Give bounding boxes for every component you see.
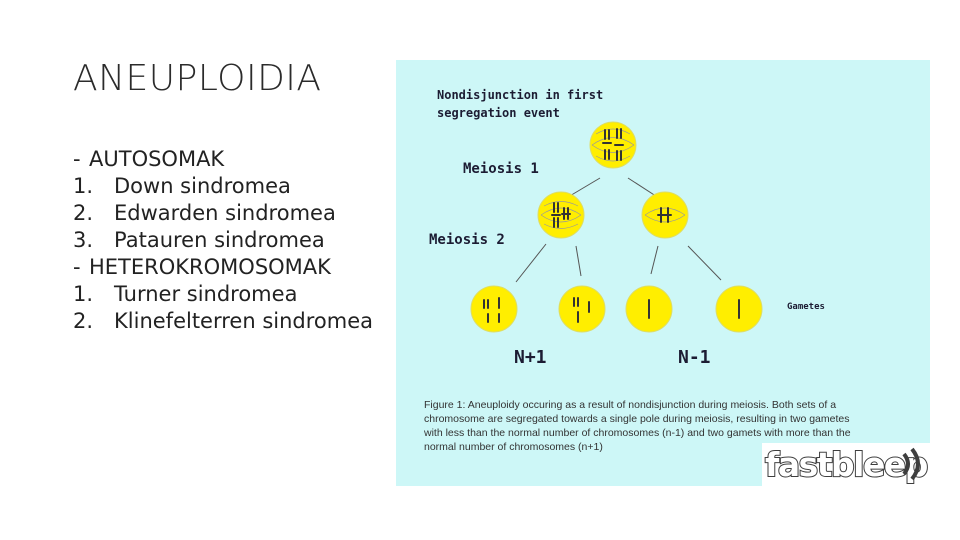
sound-waves-icon bbox=[898, 443, 928, 486]
list-item bbox=[73, 308, 383, 335]
n-plus-one-label: N+1 bbox=[514, 347, 547, 368]
list-marker: 1. bbox=[73, 282, 94, 306]
fastbleep-logo bbox=[762, 443, 930, 486]
list-item bbox=[73, 254, 383, 281]
figure-caption: Figure 1: Aneuploidy occuring as a result of nondisjunction during meiosis. Both sets of a chromosome are segregated towards a single pole during meiosis, resulting in two gametes with less than the normal number of chromosomes (n-1) and two gamets with more than the normal number of chromosomes (n+1) bbox=[424, 399, 851, 453]
list-item-text: Turner sindromea bbox=[114, 282, 298, 306]
gametes-label: Gametes bbox=[787, 302, 825, 312]
list-marker: 3. bbox=[73, 228, 94, 252]
figure-heading-line2: segregation event bbox=[437, 106, 560, 120]
list-item bbox=[73, 146, 383, 173]
list-item-text: Klinefelterren sindromea bbox=[114, 309, 373, 333]
meiosis-figure bbox=[396, 60, 930, 486]
slide-title: ANEUPLOIDIA bbox=[73, 58, 322, 99]
gamete-cell bbox=[559, 286, 605, 332]
list-item bbox=[73, 227, 383, 254]
logo-text: fastbleep bbox=[765, 445, 927, 484]
figure-heading-line1: Nondisjunction in first bbox=[437, 88, 604, 102]
list-item bbox=[73, 281, 383, 308]
meiosis1-label: Meiosis 1 bbox=[463, 161, 539, 177]
list-marker: - bbox=[73, 147, 81, 171]
list-item-text: Edwarden sindromea bbox=[114, 201, 336, 225]
list-marker: 1. bbox=[73, 174, 94, 198]
list-item-text: AUTOSOMAK bbox=[89, 147, 225, 171]
list-item-text: HETEROKROMOSOMAK bbox=[89, 255, 331, 279]
list-item bbox=[73, 173, 383, 200]
gamete-cell bbox=[471, 286, 517, 332]
list-item-text: Down sindromea bbox=[114, 174, 291, 198]
meiosis2-label: Meiosis 2 bbox=[429, 232, 505, 248]
list-item-text: Patauren sindromea bbox=[114, 228, 325, 252]
body-list bbox=[73, 146, 383, 335]
list-marker: - bbox=[73, 255, 81, 279]
list-marker: 2. bbox=[73, 201, 94, 225]
list-marker: 2. bbox=[73, 309, 94, 333]
figure-heading bbox=[437, 86, 603, 122]
n-minus-one-label: N-1 bbox=[678, 347, 711, 368]
list-item bbox=[73, 200, 383, 227]
